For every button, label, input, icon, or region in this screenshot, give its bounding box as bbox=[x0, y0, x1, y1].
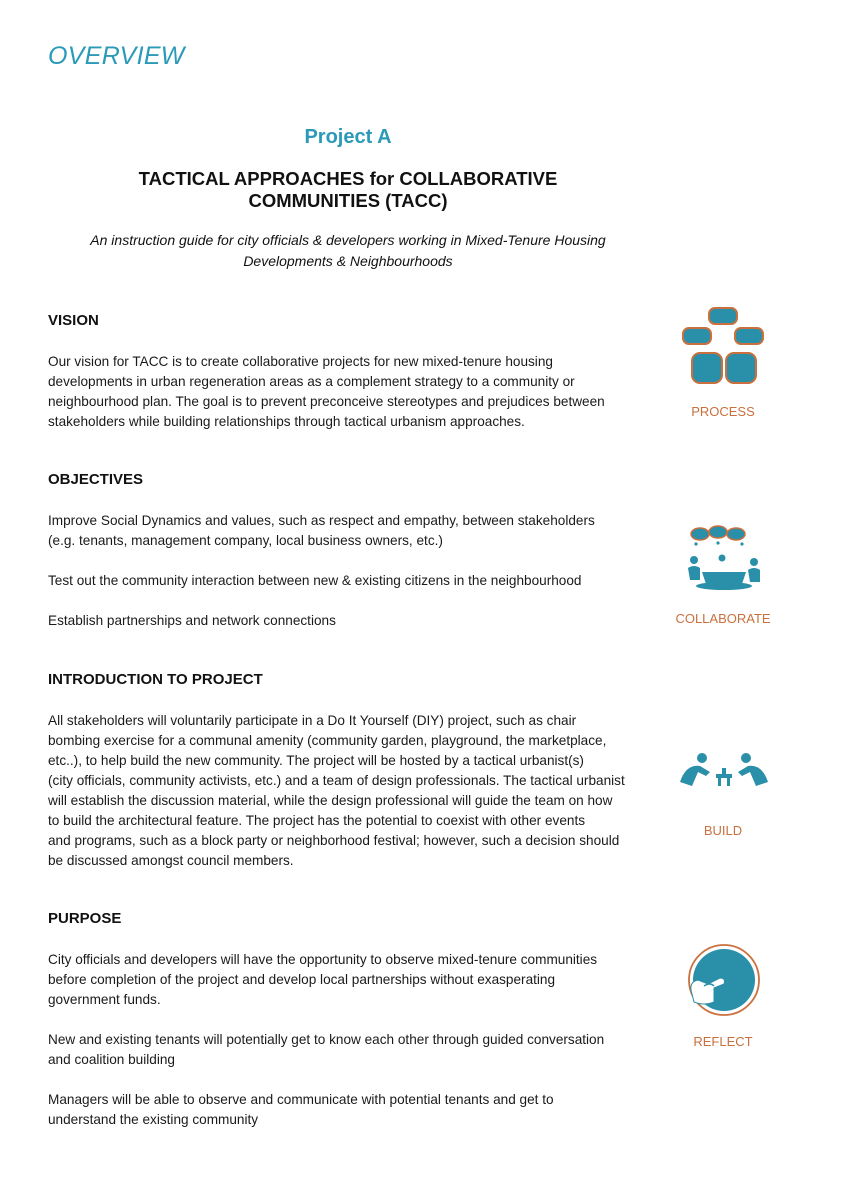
introduction-paragraph bbox=[48, 711, 648, 871]
vision-line: Our vision for TACC is to create collaborative projects for new mixed-tenure housing bbox=[48, 354, 553, 369]
purpose-line: and coalition building bbox=[48, 1052, 175, 1067]
process-icon bbox=[678, 305, 768, 387]
introduction-line: will establish the discussion material, while the design professional will guide the team on how bbox=[48, 793, 613, 808]
purpose-item-2 bbox=[48, 1030, 648, 1070]
introduction-line: etc..), to help build the new community. The project will be hosted by a tactical urbanist(s) bbox=[48, 753, 584, 768]
purpose-line: government funds. bbox=[48, 992, 161, 1007]
title-line-1: TACTICAL APPROACHES for COLLABORATIVE bbox=[138, 168, 558, 189]
collaborate-label: COLLABORATE bbox=[675, 611, 771, 626]
purpose-item-1 bbox=[48, 950, 648, 1010]
page-subtitle bbox=[60, 230, 636, 272]
build-label: BUILD bbox=[703, 823, 743, 838]
introduction-heading: INTRODUCTION TO PROJECT bbox=[48, 671, 263, 688]
purpose-line: City officials and developers will have the opportunity to observe mixed-tenure communities bbox=[48, 952, 598, 967]
introduction-line: (city officials, community activists, etc.) and a team of design professionals. The tactical urbanist bbox=[48, 773, 625, 788]
objective-item-2: Test out the community interaction between new & existing citizens in the neighbourhood bbox=[48, 573, 582, 588]
page-title bbox=[100, 168, 596, 212]
subtitle-line-1: An instruction guide for city officials & developers working in Mixed-Tenure Housing bbox=[90, 232, 606, 248]
introduction-line: be discussed amongst council members. bbox=[48, 853, 294, 868]
objective-item-3: Establish partnerships and network connections bbox=[48, 613, 336, 628]
introduction-line: and programs, such as a block party or neighborhood festival; however, such a decision should bbox=[48, 833, 620, 848]
purpose-heading: PURPOSE bbox=[48, 910, 122, 927]
objective-line: Improve Social Dynamics and values, such as respect and empathy, between stakeholders bbox=[48, 513, 595, 528]
purpose-item-3 bbox=[48, 1090, 648, 1130]
vision-line: neighbourhood plan. The goal is to prevent preconceive stereotypes and prejudices between bbox=[48, 394, 605, 409]
vision-line: stakeholders while building relationships through tactical urbanism approaches. bbox=[48, 414, 525, 429]
introduction-line: bombing exercise for a communal amenity (community garden, playground, the marketplace, bbox=[48, 733, 607, 748]
vision-line: developments in urban regeneration areas as a complement strategy to a community or bbox=[48, 374, 575, 389]
objective-line: (e.g. tenants, management company, local business owners, etc.) bbox=[48, 533, 443, 548]
vision-paragraph bbox=[48, 352, 648, 432]
overview-heading: OVERVIEW bbox=[48, 42, 185, 70]
introduction-line: to build the architectural feature. The project has the potential to coexist with other events bbox=[48, 813, 586, 828]
objective-item-1 bbox=[48, 511, 648, 551]
introduction-line: All stakeholders will voluntarily participate in a Do It Yourself (DIY) project, such as chair bbox=[48, 713, 577, 728]
reflect-icon bbox=[684, 942, 764, 1020]
subtitle-line-2: Developments & Neighbourhoods bbox=[243, 253, 453, 269]
purpose-line: Managers will be able to observe and communicate with potential tenants and get to bbox=[48, 1092, 554, 1107]
purpose-line: New and existing tenants will potentially get to know each other through guided conversation bbox=[48, 1032, 605, 1047]
purpose-line: before completion of the project and develop local partnerships without exasperating bbox=[48, 972, 556, 987]
vision-heading: VISION bbox=[48, 312, 99, 329]
process-label: PROCESS bbox=[691, 404, 755, 419]
reflect-label: REFLECT bbox=[693, 1034, 753, 1049]
objectives-heading: OBJECTIVES bbox=[48, 471, 144, 488]
project-label: Project A bbox=[304, 126, 392, 148]
collaborate-icon bbox=[684, 524, 764, 592]
build-icon bbox=[676, 752, 772, 790]
purpose-line: understand the existing community bbox=[48, 1112, 259, 1127]
title-line-2: COMMUNITIES (TACC) bbox=[248, 190, 448, 211]
